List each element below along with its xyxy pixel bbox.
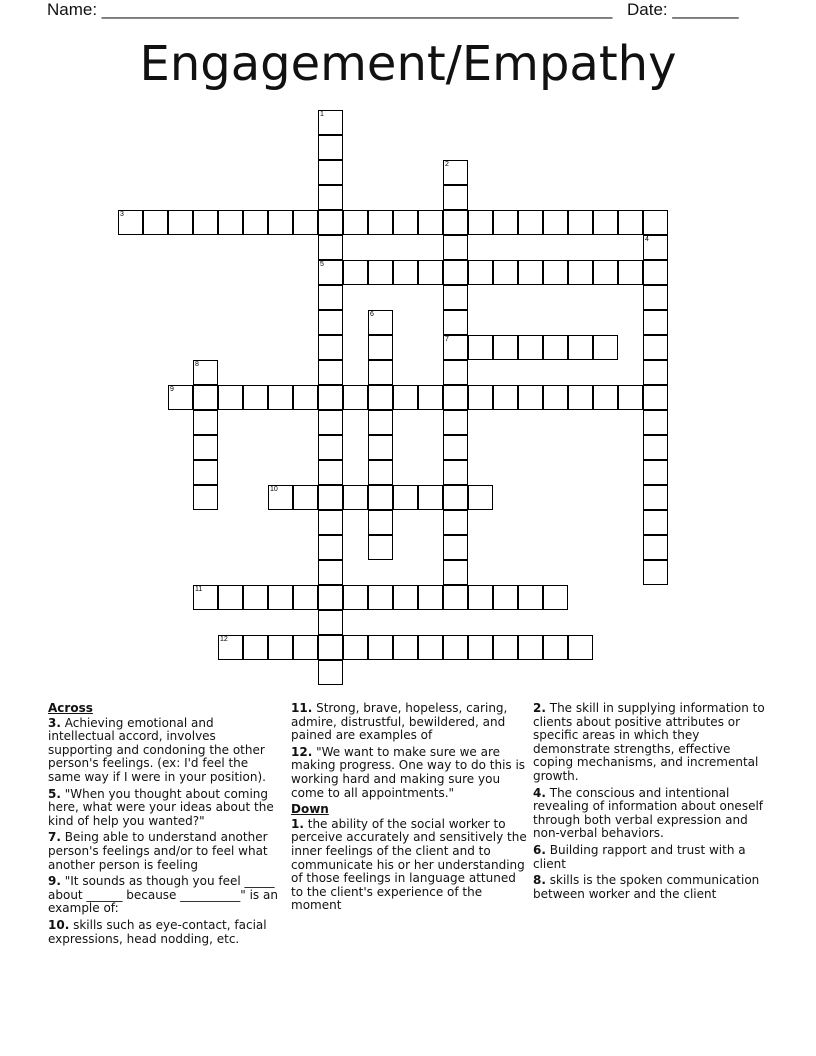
clue-number: 11.: [291, 701, 313, 715]
grid-cell[interactable]: [168, 385, 193, 410]
grid-cell[interactable]: [643, 210, 668, 235]
grid-cell[interactable]: [293, 635, 318, 660]
grid-cell[interactable]: [318, 560, 343, 585]
grid-cell[interactable]: [443, 435, 468, 460]
grid-cell[interactable]: [418, 210, 443, 235]
grid-cell[interactable]: [343, 385, 368, 410]
clue-number-label: 11: [195, 586, 203, 593]
clue-number-label: 7: [445, 336, 449, 343]
grid-cell[interactable]: [368, 460, 393, 485]
grid-cell[interactable]: [393, 385, 418, 410]
grid-cell[interactable]: [193, 385, 218, 410]
clue-number-label: 12: [220, 636, 228, 643]
grid-cell[interactable]: [318, 385, 343, 410]
grid-cell[interactable]: [318, 485, 343, 510]
grid-cell[interactable]: [643, 385, 668, 410]
clue-down-4: [533, 787, 769, 841]
grid-cell[interactable]: [368, 260, 393, 285]
clue-number-label: 1: [320, 111, 324, 118]
grid-cell[interactable]: [443, 160, 468, 185]
grid-cell[interactable]: [568, 635, 593, 660]
grid-cell[interactable]: [443, 635, 468, 660]
grid-cell[interactable]: [643, 360, 668, 385]
grid-cell[interactable]: [618, 385, 643, 410]
grid-cell[interactable]: [193, 485, 218, 510]
grid-cell[interactable]: [368, 385, 393, 410]
grid-cell[interactable]: [343, 210, 368, 235]
clue-number-label: 10: [270, 486, 278, 493]
clue-number-label: 6: [370, 311, 374, 318]
clue-number: 7.: [48, 830, 61, 845]
clue-text: "When you thought about coming here, what were your ideas about the kind of help you wanted?": [48, 786, 274, 828]
grid-cell[interactable]: [243, 385, 268, 410]
clue-text: Building rapport and trust with a client: [533, 842, 746, 871]
grid-cell[interactable]: [368, 410, 393, 435]
clue-across-5: [48, 788, 284, 829]
grid-cell[interactable]: [643, 410, 668, 435]
clue-number: 12.: [291, 744, 313, 759]
grid-cell[interactable]: [393, 635, 418, 660]
grid-cell[interactable]: [368, 435, 393, 460]
grid-cell[interactable]: [443, 510, 468, 535]
grid-cell[interactable]: [368, 210, 393, 235]
clue-down-8: [533, 874, 769, 901]
grid-cell[interactable]: [418, 585, 443, 610]
grid-cell[interactable]: [318, 460, 343, 485]
clue-column-3: [533, 702, 769, 904]
grid-cell[interactable]: [443, 560, 468, 585]
grid-cell[interactable]: [318, 135, 343, 160]
clue-number: 5.: [48, 786, 61, 801]
grid-cell[interactable]: [543, 635, 568, 660]
grid-cell[interactable]: [318, 660, 343, 685]
grid-cell[interactable]: [368, 535, 393, 560]
grid-cell[interactable]: [193, 410, 218, 435]
grid-cell[interactable]: [443, 485, 468, 510]
grid-cell[interactable]: [643, 285, 668, 310]
grid-cell[interactable]: [143, 210, 168, 235]
grid-cell[interactable]: [318, 585, 343, 610]
clue-text: skills such as eye-contact, facial expressions, head nodding, etc.: [48, 917, 267, 946]
grid-cell[interactable]: [568, 260, 593, 285]
grid-cell[interactable]: [418, 635, 443, 660]
clue-across-11: [291, 702, 527, 743]
grid-cell[interactable]: [643, 335, 668, 360]
grid-cell[interactable]: [568, 335, 593, 360]
grid-cell[interactable]: [318, 185, 343, 210]
grid-cell[interactable]: [393, 585, 418, 610]
grid-cell[interactable]: [343, 260, 368, 285]
grid-cell[interactable]: [318, 510, 343, 535]
grid-cell[interactable]: [218, 385, 243, 410]
grid-cell[interactable]: [268, 485, 293, 510]
grid-cell[interactable]: [468, 485, 493, 510]
grid-cell[interactable]: [443, 385, 468, 410]
grid-cell[interactable]: [343, 635, 368, 660]
clue-text: Strong, brave, hopeless, caring, admire, distrustful, bewildered, and pained are examples of: [291, 701, 508, 743]
grid-cell[interactable]: [318, 210, 343, 235]
clue-number: 1.: [291, 816, 304, 831]
grid-cell[interactable]: [493, 335, 518, 360]
grid-cell[interactable]: [443, 335, 468, 360]
grid-cell[interactable]: [593, 385, 618, 410]
grid-cell[interactable]: [443, 235, 468, 260]
grid-cell[interactable]: [568, 385, 593, 410]
grid-cell[interactable]: [293, 210, 318, 235]
clue-across-3: [48, 717, 284, 785]
grid-cell[interactable]: [318, 260, 343, 285]
grid-cell[interactable]: [493, 385, 518, 410]
grid-cell[interactable]: [443, 285, 468, 310]
puzzle-title: Engagement/Empathy: [139, 36, 677, 92]
grid-cell[interactable]: [368, 310, 393, 335]
clue-across-12: [291, 746, 527, 800]
clue-across-9: [48, 875, 284, 916]
grid-cell[interactable]: [518, 385, 543, 410]
clue-number-label: 8: [195, 361, 199, 368]
grid-cell[interactable]: [193, 585, 218, 610]
grid-cell[interactable]: [593, 210, 618, 235]
grid-cell[interactable]: [643, 535, 668, 560]
grid-cell[interactable]: [618, 260, 643, 285]
grid-cell[interactable]: [318, 410, 343, 435]
grid-cell[interactable]: [418, 485, 443, 510]
grid-cell[interactable]: [243, 210, 268, 235]
grid-cell[interactable]: [543, 335, 568, 360]
grid-cell[interactable]: [243, 585, 268, 610]
grid-cell[interactable]: [568, 210, 593, 235]
clue-text: "We want to make sure we are making progress. One way to do this is working hard and making sure you come to all appointments.": [291, 744, 526, 800]
grid-cell[interactable]: [293, 585, 318, 610]
grid-cell[interactable]: [493, 210, 518, 235]
grid-cell[interactable]: [318, 435, 343, 460]
grid-cell[interactable]: [643, 435, 668, 460]
grid-cell[interactable]: [518, 210, 543, 235]
grid-cell[interactable]: [318, 535, 343, 560]
grid-cell[interactable]: [318, 110, 343, 135]
grid-cell[interactable]: [368, 585, 393, 610]
grid-cell[interactable]: [318, 285, 343, 310]
grid-cell[interactable]: [443, 210, 468, 235]
clue-across-10: [48, 919, 284, 946]
grid-cell[interactable]: [393, 485, 418, 510]
clue-down-1: [291, 818, 527, 913]
grid-cell[interactable]: [368, 635, 393, 660]
grid-cell[interactable]: [218, 635, 243, 660]
clue-number-label: 4: [645, 236, 649, 243]
grid-cell[interactable]: [393, 260, 418, 285]
grid-cell[interactable]: [318, 635, 343, 660]
clue-number-label: 2: [445, 161, 449, 168]
clue-number: 2.: [533, 701, 546, 715]
grid-cell[interactable]: [193, 460, 218, 485]
grid-cell[interactable]: [468, 385, 493, 410]
clue-down-2: [533, 702, 769, 784]
clue-text: The skill in supplying information to clients about positive attributes or specific areas in which they demonstrate strengths, effective coping mechanisms, and incremental growth.: [533, 701, 765, 783]
name-field-label: Name: ______________________________________________________: [47, 0, 613, 19]
grid-cell[interactable]: [643, 310, 668, 335]
grid-cell[interactable]: [643, 485, 668, 510]
clue-number: 3.: [48, 715, 61, 730]
grid-cell[interactable]: [243, 635, 268, 660]
grid-cell[interactable]: [268, 210, 293, 235]
date-field-label: Date: _______: [627, 0, 739, 19]
grid-cell[interactable]: [293, 485, 318, 510]
grid-cell[interactable]: [468, 335, 493, 360]
clue-column-2: [291, 702, 527, 916]
grid-cell[interactable]: [193, 210, 218, 235]
grid-cell[interactable]: [368, 335, 393, 360]
grid-cell[interactable]: [443, 410, 468, 435]
grid-cell[interactable]: [318, 610, 343, 635]
clue-number: 8.: [533, 873, 546, 888]
clue-text: "It sounds as though you feel _____ about ______ because __________" is an example of:: [48, 874, 278, 916]
clue-number: 9.: [48, 874, 61, 889]
grid-cell[interactable]: [518, 635, 543, 660]
grid-cell[interactable]: [643, 460, 668, 485]
clue-across-7: [48, 831, 284, 872]
down-heading: Down: [291, 802, 329, 817]
grid-cell[interactable]: [543, 260, 568, 285]
grid-cell[interactable]: [193, 360, 218, 385]
grid-cell[interactable]: [518, 335, 543, 360]
grid-cell[interactable]: [443, 260, 468, 285]
grid-cell[interactable]: [443, 360, 468, 385]
grid-cell[interactable]: [643, 235, 668, 260]
grid-cell[interactable]: [468, 210, 493, 235]
clue-text: The conscious and intentional revealing of information about oneself through both verbal expression and non-verbal behaviors.: [533, 785, 764, 841]
grid-cell[interactable]: [468, 635, 493, 660]
clue-number: 4.: [533, 785, 546, 800]
grid-cell[interactable]: [418, 385, 443, 410]
grid-cell[interactable]: [268, 385, 293, 410]
grid-cell[interactable]: [493, 585, 518, 610]
clue-column-1: [48, 702, 284, 949]
grid-cell[interactable]: [468, 260, 493, 285]
grid-cell[interactable]: [168, 210, 193, 235]
grid-cell[interactable]: [543, 385, 568, 410]
grid-cell[interactable]: [643, 260, 668, 285]
grid-cell[interactable]: [443, 535, 468, 560]
grid-cell[interactable]: [493, 635, 518, 660]
across-heading: Across: [48, 701, 93, 715]
grid-cell[interactable]: [593, 260, 618, 285]
grid-cell[interactable]: [418, 260, 443, 285]
grid-cell[interactable]: [368, 510, 393, 535]
grid-cell[interactable]: [393, 210, 418, 235]
clue-text: Achieving emotional and intellectual accord, involves supporting and condoning the other person's feelings. (ex: I'd feel the same way if I were in your position).: [48, 715, 266, 784]
grid-cell[interactable]: [193, 435, 218, 460]
grid-cell[interactable]: [443, 460, 468, 485]
clue-number: 10.: [48, 917, 70, 932]
grid-cell[interactable]: [368, 485, 393, 510]
grid-cell[interactable]: [593, 335, 618, 360]
grid-cell[interactable]: [443, 310, 468, 335]
grid-cell[interactable]: [318, 310, 343, 335]
clue-number: 6.: [533, 842, 546, 857]
grid-cell[interactable]: [343, 485, 368, 510]
grid-cell[interactable]: [643, 510, 668, 535]
grid-cell[interactable]: [318, 335, 343, 360]
grid-cell[interactable]: [443, 185, 468, 210]
grid-cell[interactable]: [518, 260, 543, 285]
grid-cell[interactable]: [543, 210, 568, 235]
clue-number-label: 5: [320, 261, 324, 268]
grid-cell[interactable]: [493, 260, 518, 285]
grid-cell[interactable]: [543, 585, 568, 610]
clue-number-label: 9: [170, 386, 174, 393]
grid-cell[interactable]: [118, 210, 143, 235]
grid-cell[interactable]: [368, 360, 393, 385]
grid-cell[interactable]: [618, 210, 643, 235]
grid-cell[interactable]: [218, 585, 243, 610]
grid-cell[interactable]: [643, 560, 668, 585]
grid-cell[interactable]: [443, 585, 468, 610]
clue-down-6: [533, 844, 769, 871]
grid-cell[interactable]: [343, 585, 368, 610]
grid-cell[interactable]: [468, 585, 493, 610]
clue-text: Being able to understand another person's feelings and/or to feel what another person is feeling: [48, 830, 268, 872]
clue-text: the ability of the social worker to perceive accurately and sensitively the inner feelings of the client and to communicate his or her understanding of those feelings in language attuned to the client's experience of the moment: [291, 816, 527, 913]
grid-cell[interactable]: [268, 585, 293, 610]
grid-cell[interactable]: [293, 385, 318, 410]
grid-cell[interactable]: [318, 160, 343, 185]
grid-cell[interactable]: [218, 210, 243, 235]
grid-cell[interactable]: [518, 585, 543, 610]
grid-cell[interactable]: [318, 360, 343, 385]
grid-cell[interactable]: [268, 635, 293, 660]
clue-number-label: 3: [120, 211, 124, 218]
clue-text: skills is the spoken communication between worker and the client: [533, 873, 760, 901]
grid-cell[interactable]: [318, 235, 343, 260]
